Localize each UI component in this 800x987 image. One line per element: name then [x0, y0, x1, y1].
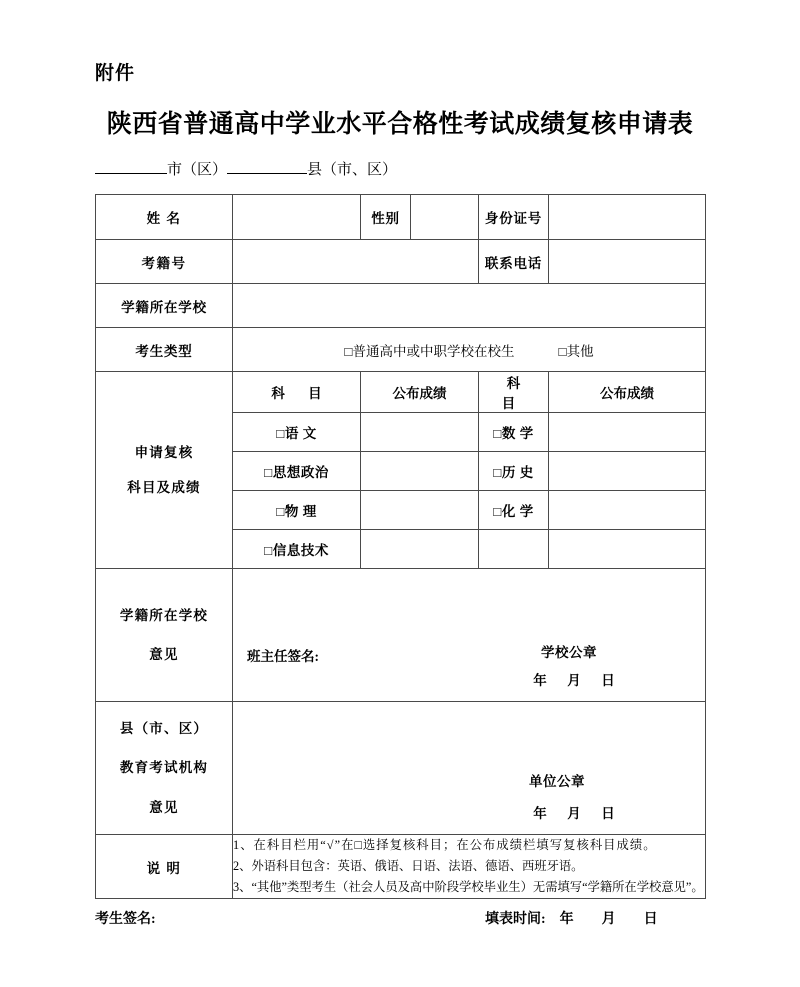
subject-cell-physics[interactable]: □物 理 — [233, 491, 361, 530]
county-date-month: 月 — [567, 806, 581, 821]
attachment-label: 附件 — [95, 63, 136, 84]
county-opinion-label — [96, 702, 233, 835]
school-opinion-label-line2: 意见 — [149, 647, 179, 662]
table-row-exam-number — [96, 240, 706, 284]
gender-input[interactable] — [411, 195, 479, 240]
fill-date-group — [485, 908, 672, 928]
name-label: 姓 名 — [96, 195, 233, 240]
table-row-county-opinion — [96, 702, 706, 835]
school-date-day: 日 — [601, 673, 615, 688]
score-cell-math[interactable] — [549, 413, 706, 452]
score-cell-it[interactable] — [361, 530, 479, 569]
gender-label: 性别 — [361, 195, 411, 240]
footer-year: 年 — [559, 912, 574, 927]
subject-cell-math[interactable]: □数 学 — [479, 413, 549, 452]
review-label-line2: 科目及成绩 — [127, 480, 201, 495]
table-row-school — [96, 284, 706, 328]
subject-cell-history[interactable]: □历 史 — [479, 452, 549, 491]
city-suffix-label: 市（区） — [167, 162, 228, 178]
county-blank-field[interactable] — [227, 173, 307, 174]
name-input[interactable] — [233, 195, 361, 240]
subject-column-header-2: 科 目 — [479, 372, 549, 413]
county-opinion-label-line3: 意见 — [149, 799, 179, 815]
note-item-3: 3、“其他”类型考生（社会人员及高中阶段学校毕业生）无需填写“学籍所在学校意见”。 — [233, 880, 704, 895]
exam-number-input[interactable] — [233, 240, 479, 284]
table-row-notes — [96, 835, 706, 899]
subject-column-header-1: 科 目 — [233, 372, 361, 413]
table-row-school-opinion — [96, 569, 706, 702]
county-date-day: 日 — [601, 806, 615, 821]
score-cell-empty-1 — [549, 530, 706, 569]
page-title: 陕西省普通高中学业水平合格性考试成绩复核申请表 — [106, 111, 694, 138]
review-label-line1: 申请复核 — [134, 444, 194, 460]
candidate-type-label: 考生类型 — [96, 328, 233, 372]
county-date-year: 年 — [533, 806, 547, 821]
score-cell-history[interactable] — [549, 452, 706, 491]
application-form-table — [95, 194, 706, 899]
school-opinion-body[interactable] — [233, 569, 706, 702]
note-item-2: 2、外语科目包含：英语、俄语、日语、法语、德语、西班牙语。 — [233, 859, 584, 874]
school-opinion-label — [96, 569, 233, 702]
unit-seal-label: 单位公章 — [529, 774, 585, 789]
notes-label: 说 明 — [96, 835, 233, 899]
subject-cell-chinese[interactable]: □语 文 — [233, 413, 361, 452]
subject-cell-politics[interactable]: □思想政治 — [233, 452, 361, 491]
school-label: 学籍所在学校 — [96, 284, 233, 328]
subject-cell-empty-1 — [479, 530, 549, 569]
notes-body — [233, 835, 706, 899]
table-row-candidate-type — [96, 328, 706, 372]
school-opinion-label-line1: 学籍所在学校 — [119, 607, 209, 623]
county-opinion-label-line2: 教育考试机构 — [119, 760, 209, 776]
note-item-1: 1、在科目栏用“√”在□选择复核科目；在公布成绩栏填写复核科目成绩。 — [233, 838, 657, 852]
score-cell-chemistry[interactable] — [549, 491, 706, 530]
county-opinion-date — [523, 802, 625, 822]
score-cell-physics[interactable] — [361, 491, 479, 530]
score-cell-chinese[interactable] — [361, 413, 479, 452]
checkbox-option-other[interactable]: □其他 — [558, 343, 594, 359]
school-seal-label: 学校公章 — [541, 645, 597, 660]
school-input[interactable] — [233, 284, 706, 328]
checkbox-option-school-student[interactable]: □普通高中或中职学校在校生 — [344, 343, 515, 359]
candidate-signature-label: 考生签名: — [95, 912, 156, 927]
footer-day: 日 — [643, 912, 658, 927]
subject-cell-chemistry[interactable]: □化 学 — [479, 491, 549, 530]
school-date-year: 年 — [533, 673, 547, 688]
score-column-header-2: 公布成绩 — [549, 372, 706, 413]
candidate-type-options — [233, 328, 706, 372]
exam-number-label: 考籍号 — [96, 240, 233, 284]
county-suffix-label: 县（市、区） — [307, 162, 398, 178]
city-blank-field[interactable] — [95, 173, 167, 174]
review-subjects-label — [96, 372, 233, 569]
id-label: 身份证号 — [479, 195, 549, 240]
fill-date-label: 填表时间: — [485, 912, 546, 927]
score-cell-politics[interactable] — [361, 452, 479, 491]
school-opinion-date — [523, 669, 625, 689]
subject-cell-it[interactable]: □信息技术 — [233, 530, 361, 569]
subject-grid-header — [96, 372, 706, 413]
locality-line — [95, 158, 397, 179]
table-row-name — [96, 195, 706, 240]
score-column-header-1: 公布成绩 — [361, 372, 479, 413]
school-date-month: 月 — [567, 673, 581, 688]
county-opinion-body[interactable] — [233, 702, 706, 835]
teacher-signature-label: 班主任签名: — [247, 649, 319, 664]
phone-input[interactable] — [549, 240, 706, 284]
phone-label: 联系电话 — [479, 240, 549, 284]
id-input[interactable] — [549, 195, 706, 240]
footer-month: 月 — [601, 912, 616, 927]
county-opinion-label-line1: 县（市、区） — [119, 721, 209, 737]
